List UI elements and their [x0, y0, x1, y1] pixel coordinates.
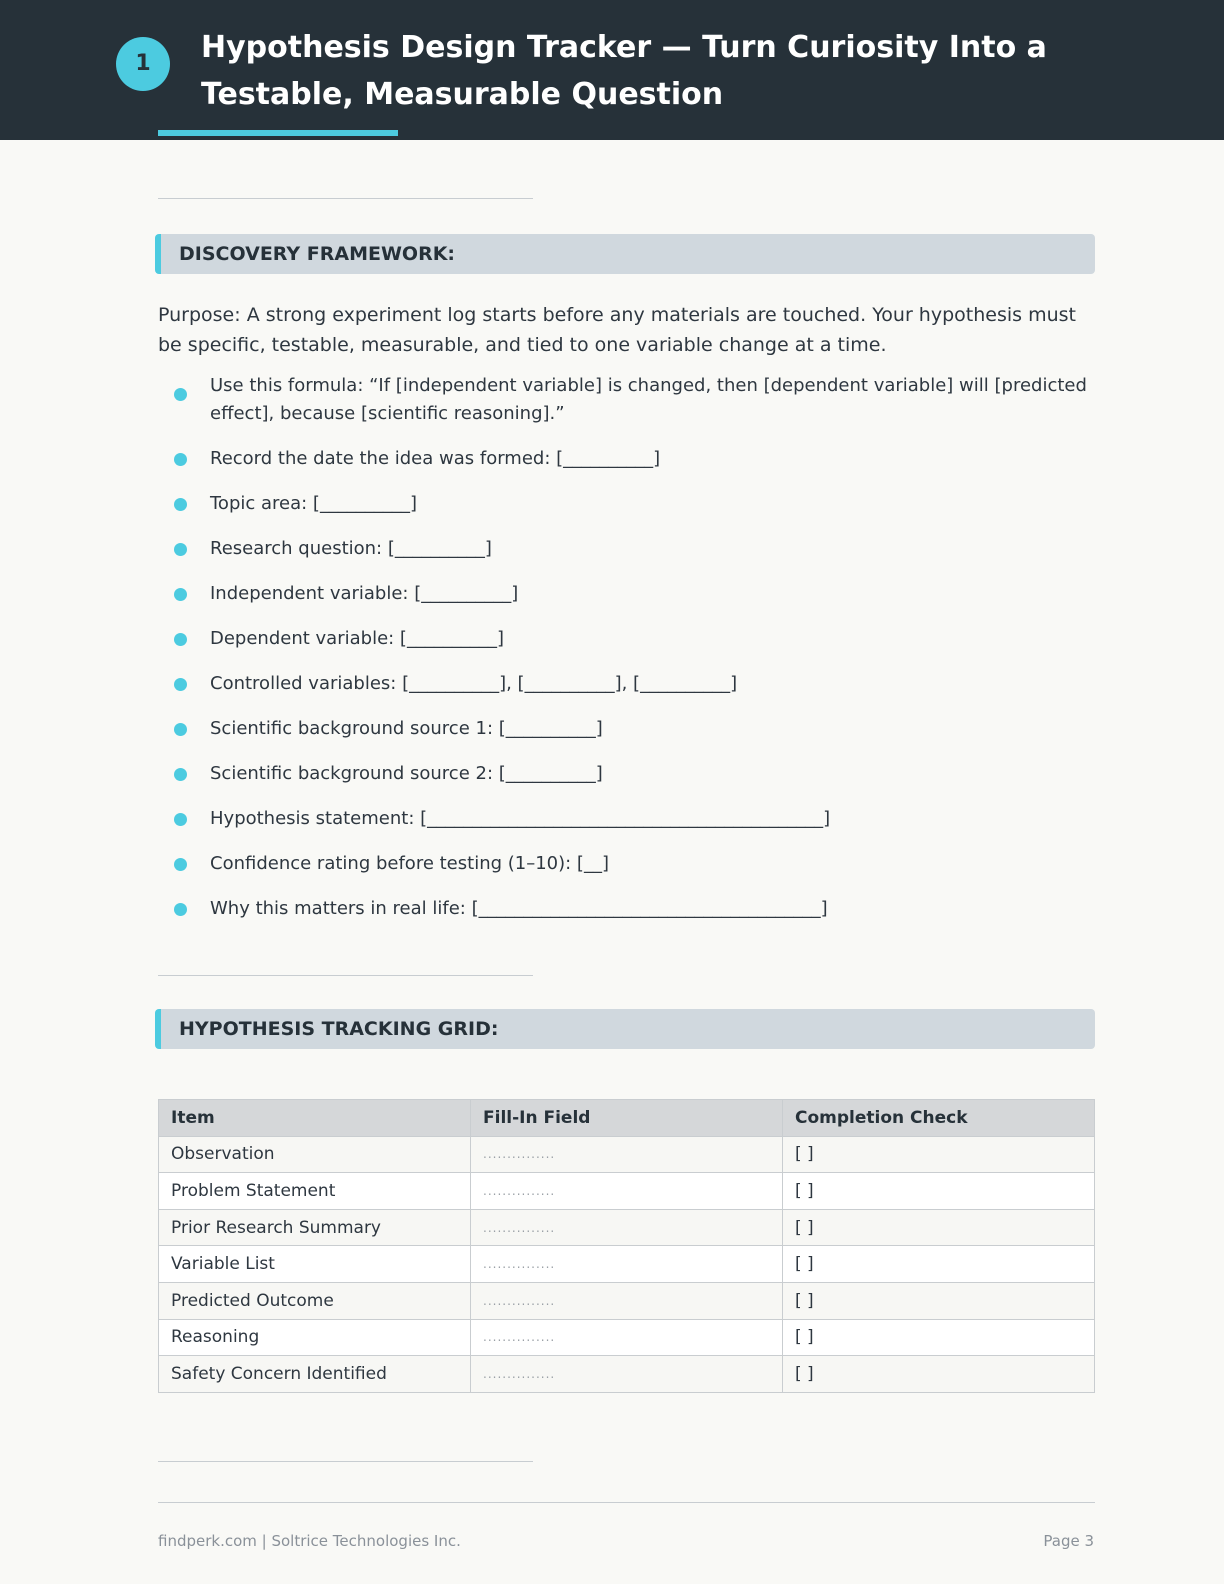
bullet-dot-icon: [174, 768, 187, 781]
cell-fill-in-field[interactable]: ...............: [471, 1173, 783, 1210]
tracking-grid-table: [158, 1099, 1095, 1393]
table-row: [159, 1209, 1095, 1246]
cell-completion-check[interactable]: [ ]: [783, 1356, 1095, 1393]
list-item-text: Scientific background source 2: [__________]: [210, 763, 603, 784]
discovery-checklist: [158, 372, 1088, 923]
list-item: [158, 490, 1088, 518]
table-row: [159, 1173, 1095, 1210]
bullet-dot-icon: [174, 813, 187, 826]
list-item-text: Controlled variables: [__________], [__________], [__________]: [210, 673, 738, 694]
list-item-text: Dependent variable: [__________]: [210, 628, 504, 649]
bullet-dot-icon: [174, 453, 187, 466]
cell-completion-check[interactable]: [ ]: [783, 1319, 1095, 1356]
list-item-text: Why this matters in real life: [______________________________________]: [210, 898, 828, 919]
cell-fill-in-field[interactable]: ...............: [471, 1319, 783, 1356]
column-header-completion: Completion Check: [783, 1100, 1095, 1137]
cell-completion-check[interactable]: [ ]: [783, 1209, 1095, 1246]
divider: [158, 975, 533, 976]
section-heading-discovery: DISCOVERY FRAMEWORK:: [155, 234, 1095, 274]
cell-item: Variable List: [159, 1246, 471, 1283]
cell-completion-check[interactable]: [ ]: [783, 1282, 1095, 1319]
cell-item: Observation: [159, 1136, 471, 1173]
cell-completion-check[interactable]: [ ]: [783, 1246, 1095, 1283]
list-item-text: Confidence rating before testing (1–10): [__]: [210, 853, 609, 874]
table-row: [159, 1246, 1095, 1283]
list-item: [158, 445, 1088, 473]
cell-fill-in-field[interactable]: ...............: [471, 1209, 783, 1246]
bullet-dot-icon: [174, 588, 187, 601]
list-item-text: Independent variable: [__________]: [210, 583, 519, 604]
divider: [158, 1461, 533, 1462]
cell-item: Problem Statement: [159, 1173, 471, 1210]
bullet-dot-icon: [174, 498, 187, 511]
list-item: [158, 895, 1088, 923]
step-number-badge: 1: [116, 37, 170, 91]
list-item-text: Research question: [__________]: [210, 538, 492, 559]
cell-completion-check[interactable]: [ ]: [783, 1173, 1095, 1210]
table-row: [159, 1319, 1095, 1356]
cell-completion-check[interactable]: [ ]: [783, 1136, 1095, 1173]
page-header: [0, 0, 1224, 140]
list-item: [158, 372, 1088, 428]
list-item-text: Record the date the idea was formed: [__________]: [210, 448, 661, 469]
cell-fill-in-field[interactable]: ...............: [471, 1356, 783, 1393]
bullet-dot-icon: [174, 633, 187, 646]
list-item: [158, 850, 1088, 878]
list-item: [158, 805, 1088, 833]
column-header-fill-in: Fill-In Field: [471, 1100, 783, 1137]
bullet-dot-icon: [174, 723, 187, 736]
table-row: [159, 1282, 1095, 1319]
list-item: [158, 715, 1088, 743]
bullet-dot-icon: [174, 903, 187, 916]
table-row: [159, 1136, 1095, 1173]
bullet-dot-icon: [174, 858, 187, 871]
cell-item: Prior Research Summary: [159, 1209, 471, 1246]
column-header-item: Item: [159, 1100, 471, 1137]
table-header-row: [159, 1100, 1095, 1137]
page-number: Page 3: [1043, 1532, 1094, 1550]
cell-item: Predicted Outcome: [159, 1282, 471, 1319]
cell-fill-in-field[interactable]: ...............: [471, 1246, 783, 1283]
list-item: [158, 670, 1088, 698]
section-heading-tracking-grid: HYPOTHESIS TRACKING GRID:: [155, 1009, 1095, 1049]
list-item-text: Scientific background source 1: [__________]: [210, 718, 603, 739]
footer-source: findperk.com | Soltrice Technologies Inc.: [158, 1532, 461, 1550]
list-item: [158, 580, 1088, 608]
bullet-dot-icon: [174, 678, 187, 691]
list-item: [158, 535, 1088, 563]
divider: [158, 198, 533, 199]
list-item-text: Use this formula: “If [independent variable] is changed, then [dependent variable] will [predicted effect], because [scientific reasoning].”: [210, 375, 1087, 424]
footer-divider: [158, 1502, 1095, 1503]
list-item-text: Topic area: [__________]: [210, 493, 417, 514]
list-item: [158, 625, 1088, 653]
cell-fill-in-field[interactable]: ...............: [471, 1282, 783, 1319]
purpose-paragraph: Purpose: A strong experiment log starts before any materials are touched. Your hypothesis must be specific, testable, measurable, and tied to one variable change at a time.: [158, 304, 1076, 356]
header-accent-bar: [158, 130, 398, 136]
bullet-dot-icon: [174, 388, 187, 401]
bullet-dot-icon: [174, 543, 187, 556]
table-row: [159, 1356, 1095, 1393]
cell-fill-in-field[interactable]: ...............: [471, 1136, 783, 1173]
cell-item: Safety Concern Identified: [159, 1356, 471, 1393]
list-item: [158, 760, 1088, 788]
page-title: Hypothesis Design Tracker — Turn Curiosity Into a Testable, Measurable Question: [201, 30, 1047, 112]
cell-item: Reasoning: [159, 1319, 471, 1356]
list-item-text: Hypothesis statement: [____________________________________________]: [210, 808, 831, 829]
